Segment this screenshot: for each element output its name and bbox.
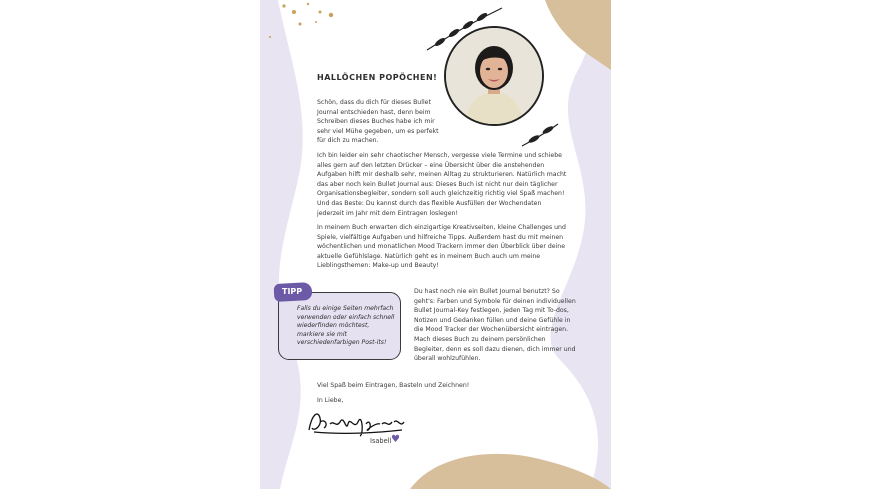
author-name: Isabell	[370, 437, 392, 445]
closing-line: Viel Spaß beim Eintragen, Basteln und Zeichnen!	[317, 382, 470, 389]
journal-page	[260, 0, 611, 489]
intro-paragraph: Schön, dass du dich für dieses Bullet Journal entschieden hast, denn beim Schreiben dieses Buches habe ich mir sehr viel Mühe gegeben, um es perfekt für dich zu machen.	[317, 99, 439, 145]
paragraph-chaos: Ich bin leider ein sehr chaotischer Mensch, vergesse viele Termine und schiebe alles gern auf den letzten Drücker – eine Übersicht über die anstehenden Aufgaben hilft mir deshalb sehr, meinen Alltag zu strukturieren. Natürlich macht das aber noch kein Bullet Journal aus: Dieses Buch ist nicht nur dein täglicher Organisationsbegleiter, sondern soll auch gleichzeitig richtig viel Spaß machen! Und das Beste: Du kannst durch das flexible Ausfüllen der Wochendaten jederzeit im Jahr mit dem Eintragen loslegen!	[317, 152, 567, 217]
greeting-heading: HALLÖCHEN POPÖCHEN!	[317, 73, 438, 82]
signature-logo	[306, 404, 406, 438]
sign-off: In Liebe,	[317, 397, 344, 404]
tip-text: Falls du einige Seiten mehrfach verwenden oder einfach schnell wiederfinden möchtest, markiere sie mit verschiedenfarbigen Post-its!	[297, 305, 395, 347]
paragraph-creative-pages: In meinem Buch erwarten dich einzigartige Kreativseiten, kleine Challenges und Spiele, vielfältige Aufgaben und hilfreiche Tipps. Außerdem hast du mit meinen wöchentlichen und monatlichen Mood Trackern immer den Überblick über deine aktuelle Gefühlslage. Natürlich geht es in meinem Buch auch um meine Lieblingsthemen: Make-up und Beauty!	[317, 224, 566, 270]
heart-icon: ♥	[391, 434, 400, 445]
paragraph-how-to: Du hast noch nie ein Bullet Journal benutzt? So geht's: Farben und Symbole für deinen individuellen Bullet Journal-Key festlegen, jeden Tag mit To-dos, Notizen und Gedanken füllen und deine Gefühle in die Mood Tracker der Wochenübersicht eintragen. Mach dieses Buch zu deinem persönlichen Begleiter, denn es soll dazu dienen, dich immer und überall wohlzufühlen.	[414, 288, 576, 363]
tip-label: TIPP	[282, 287, 303, 296]
